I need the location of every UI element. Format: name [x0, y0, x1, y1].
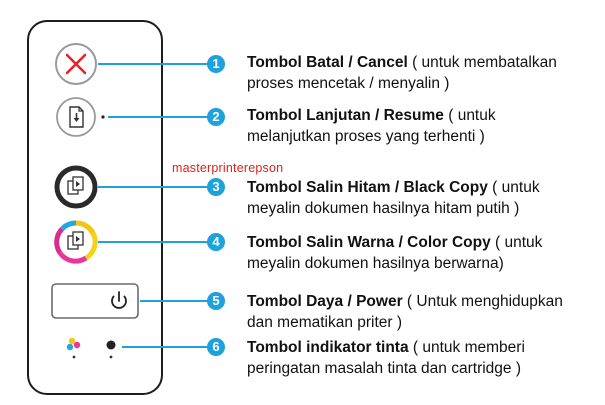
description-note: ( untuk: [487, 179, 540, 196]
color-copy-button[interactable]: [57, 223, 95, 261]
description-title: Tombol Lanjutan / Resume: [247, 107, 444, 124]
description-title: Tombol Salin Warna / Color Copy: [247, 234, 491, 251]
description-note-continued: meyalin dokumen hasilnya berwarna): [247, 255, 504, 272]
description-6: [247, 337, 597, 379]
number-badge-4: 4: [207, 233, 225, 251]
description-3: [247, 177, 597, 219]
description-1: [247, 52, 597, 94]
description-title: Tombol indikator tinta: [247, 339, 409, 356]
description-note-continued: melanjutkan proses yang terhenti ): [247, 128, 485, 145]
description-4: [247, 232, 597, 274]
description-note: ( Untuk menghidupkan: [402, 293, 563, 310]
description-note-continued: proses mencetak / menyalin ): [247, 75, 450, 92]
number-badge-2: 2: [207, 108, 225, 126]
power-button[interactable]: [52, 284, 138, 318]
black-copy-button[interactable]: [57, 168, 95, 206]
ink-indicator-icon: [67, 338, 80, 359]
description-title: Tombol Daya / Power: [247, 293, 403, 310]
resume-icon: [70, 107, 83, 127]
number-badge-3: 3: [207, 178, 225, 196]
number-badge-6: 6: [207, 338, 225, 356]
color-copy-icon: [68, 232, 83, 249]
description-title: Tombol Batal / Cancel: [247, 54, 408, 71]
cancel-button[interactable]: [56, 44, 96, 84]
watermark-text: masterprinterepson: [172, 161, 284, 175]
description-note-continued: dan mematikan priter ): [247, 314, 403, 331]
description-5: [247, 291, 597, 333]
number-badge-1: 1: [207, 55, 225, 73]
description-title: Tombol Salin Hitam / Black Copy: [247, 179, 488, 196]
description-note-continued: meyalin dokumen hasilnya hitam putih ): [247, 200, 520, 217]
black-ink-indicator: [107, 341, 116, 359]
description-note: ( untuk: [490, 234, 543, 251]
resume-led: [101, 115, 104, 118]
description-2: [247, 105, 597, 147]
number-badge-5: 5: [207, 292, 225, 310]
resume-button[interactable]: [57, 98, 95, 136]
description-note-continued: peringatan masalah tinta dan cartridge ): [247, 360, 521, 377]
description-note: ( untuk: [443, 107, 496, 124]
description-note: ( untuk memberi: [408, 339, 525, 356]
description-note: ( untuk membatalkan: [407, 54, 557, 71]
